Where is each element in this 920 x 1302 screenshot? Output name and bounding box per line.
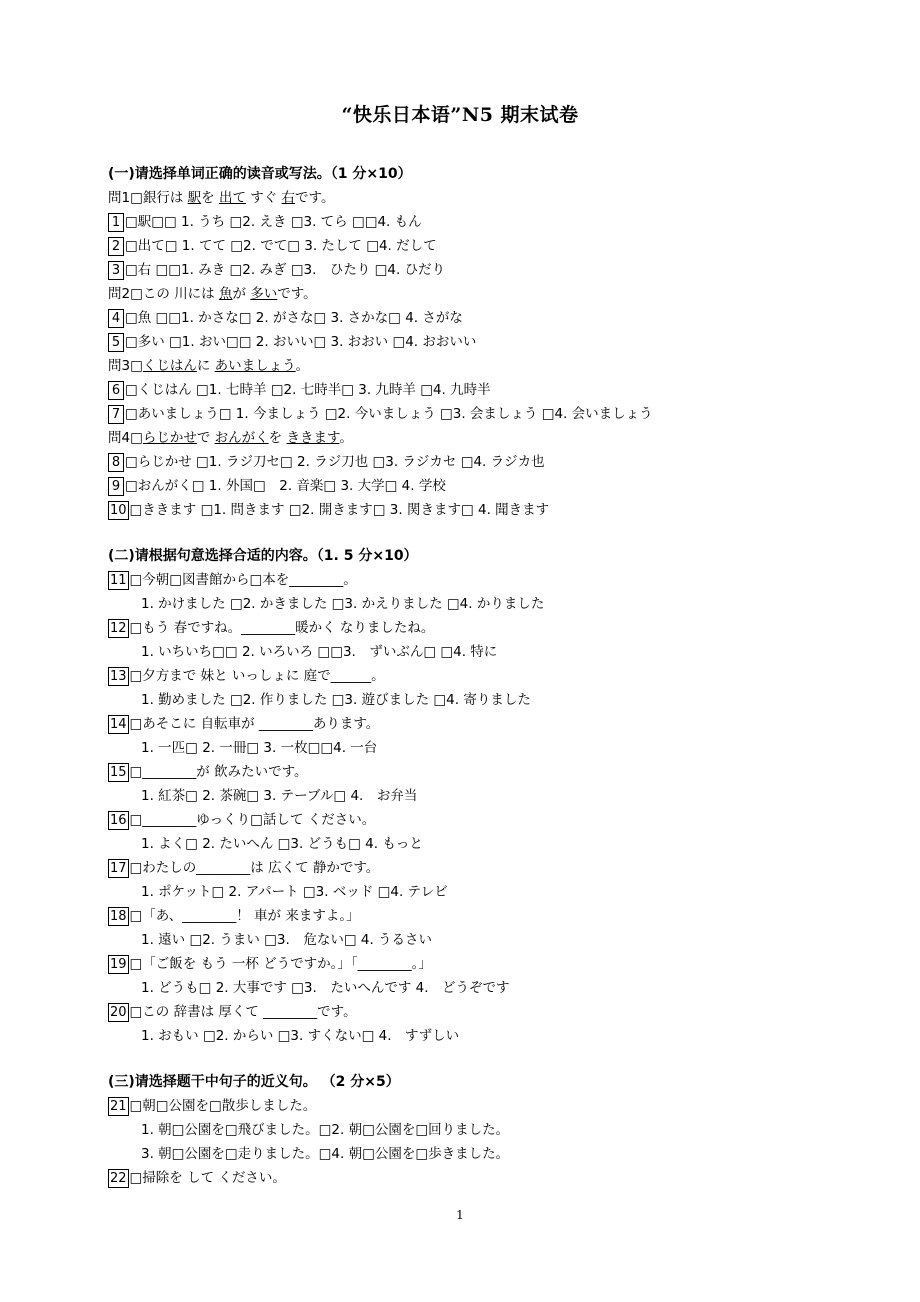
line-text: □掃除を して ください。 xyxy=(129,1170,286,1186)
line-text: 銀行は xyxy=(142,190,188,206)
line-text: 1. 遠い □2. うまい □3. 危ない□ 4. うるさい xyxy=(141,932,433,948)
answer-options xyxy=(108,1142,888,1166)
underlined-word: 出て xyxy=(218,190,246,206)
line-text: □もう 春ですね。________暖かく なりましたね。 xyxy=(129,620,435,636)
line-text: □今朝□図書館から□本を________。 xyxy=(129,572,357,588)
question-number-box: 10 xyxy=(110,502,127,518)
question-line xyxy=(108,258,888,282)
line-text: □「あ、________！ 車が 来ますよ。」 xyxy=(129,908,360,924)
line-text: この 川には xyxy=(142,286,219,302)
question-line xyxy=(108,186,888,210)
section-gap xyxy=(108,522,888,544)
answer-options xyxy=(108,688,888,712)
question-number-box: 6 xyxy=(108,381,124,400)
question-number-box: 2 xyxy=(108,237,124,256)
question-number-box: 8 xyxy=(108,453,124,472)
underlined-word: らじかせ xyxy=(142,430,197,446)
line-text: です。 xyxy=(295,190,335,206)
line-text: □出て□ 1. てて □2. でて□ 3. たして □4. だして xyxy=(125,238,437,254)
answer-options xyxy=(108,1118,888,1142)
question-line xyxy=(108,330,888,354)
line-text: すぐ xyxy=(245,190,282,206)
question-number-box: 18 xyxy=(110,908,127,924)
answer-options xyxy=(108,784,888,808)
underlined-word: くじはん xyxy=(142,358,197,374)
line-text: □右 □□1. みき □2. みぎ □3. ひたり □4. ひだり xyxy=(125,262,446,278)
line-text: 。 xyxy=(295,358,310,374)
line-text: □あいましょう□ 1. 今ましょう □2. 今いましょう □3. 会ましょう □4. 会いましょう xyxy=(125,406,653,422)
section-heading xyxy=(108,162,888,186)
question-line xyxy=(108,808,888,832)
question-line xyxy=(108,498,888,522)
line-text: □おんがく□ 1. 外国□ 2. 音楽□ 3. 大学□ 4. 学校 xyxy=(125,478,446,494)
line-text: 。 xyxy=(339,430,353,446)
line-text: 1. よく□ 2. たいへん □3. どうも□ 4. もっと xyxy=(141,836,423,852)
answer-options xyxy=(108,640,888,664)
line-text: 問3 xyxy=(108,358,131,374)
question-line xyxy=(108,426,888,450)
answer-options xyxy=(108,880,888,904)
answer-options xyxy=(108,736,888,760)
question-number-box: 21 xyxy=(110,1098,127,1114)
answer-options xyxy=(108,976,888,1000)
section-heading xyxy=(108,1070,888,1094)
section-gap xyxy=(108,1048,888,1070)
line-text: □朝□公園を□散歩しました。 xyxy=(129,1098,317,1114)
page-number: 1 xyxy=(456,1208,464,1222)
line-text: □わたしの________は 広くて 静かです。 xyxy=(129,860,380,876)
line-text: 1. 紅茶□ 2. 茶碗□ 3. テーブル□ 4. お弁当 xyxy=(141,788,418,804)
line-text: 1. かけました □2. かきました □3. かえりました □4. かりました xyxy=(141,596,545,612)
line-text: □「ご飯を もう 一杯 どうですか。」「________。」 xyxy=(129,956,432,972)
line-text: 問1 xyxy=(108,190,131,206)
line-text: □駅□□ 1. うち □2. えき □3. てら □□4. もん xyxy=(125,214,422,230)
line-text: 1. いちいち□□ 2. いろいろ □□3. ずいぶん□ □4. 特に xyxy=(141,644,498,660)
question-list xyxy=(108,162,888,1190)
line-text: □夕方まで 妹と いっしょに 庭で______。 xyxy=(129,668,385,684)
question-line xyxy=(108,664,888,688)
line-text: 問4 xyxy=(108,430,131,446)
line-text: 3. 朝□公園を□走りました。□4. 朝□公園を□歩きました。 xyxy=(141,1146,510,1162)
answer-options xyxy=(108,832,888,856)
answer-options xyxy=(108,592,888,616)
line-text: 問2 xyxy=(108,286,131,302)
line-text: です。 xyxy=(277,286,317,302)
underlined-word: 魚 xyxy=(218,286,233,302)
question-line xyxy=(108,210,888,234)
line-text: □この 辞書は 厚くて ________です。 xyxy=(129,1004,357,1020)
line-text: 1. どうも□ 2. 大事です □3. たいへんです 4. どうぞです xyxy=(141,980,510,996)
question-line xyxy=(108,474,888,498)
underlined-word: ききます xyxy=(286,430,340,446)
question-number-box: 15 xyxy=(110,764,127,780)
question-line xyxy=(108,402,888,426)
line-text: 1. 朝□公園を□飛びました。□2. 朝□公園を□回りました。 xyxy=(141,1122,510,1138)
section-heading xyxy=(108,544,888,568)
question-number-box: 4 xyxy=(108,309,124,328)
question-line xyxy=(108,616,888,640)
question-number-box: 19 xyxy=(110,956,127,972)
line-text: で xyxy=(196,430,215,446)
question-number-box: 17 xyxy=(110,860,127,876)
line-text: □くじはん □1. 七時羊 □2. 七時半□ 3. 九時羊 □4. 九時半 xyxy=(125,382,491,398)
question-number-box: 7 xyxy=(108,405,124,424)
underlined-word: 駅 xyxy=(187,190,202,206)
question-number-box: 14 xyxy=(110,716,127,732)
line-text: □ xyxy=(130,190,143,206)
underlined-word: 右 xyxy=(281,190,296,206)
line-text: を xyxy=(268,430,287,446)
line-text: □ききます □1. 問きます □2. 開きます□ 3. 関きます□ 4. 聞きます xyxy=(129,502,550,518)
question-line xyxy=(108,1166,888,1190)
question-line xyxy=(108,306,888,330)
question-number-box: 16 xyxy=(110,812,127,828)
question-line xyxy=(108,568,888,592)
question-number-box: 3 xyxy=(108,261,124,280)
line-text: □________が 飲みたいです。 xyxy=(129,764,308,780)
answer-options xyxy=(108,928,888,952)
line-text: □________ゆっくり□話して ください。 xyxy=(129,812,376,828)
answer-options xyxy=(108,1024,888,1048)
question-line xyxy=(108,952,888,976)
question-line xyxy=(108,712,888,736)
question-line xyxy=(108,378,888,402)
page-title: “快乐日本语”N5 期末试卷 xyxy=(341,104,579,126)
question-line xyxy=(108,1094,888,1118)
line-text: 1. ポケット□ 2. アパート □3. ベッド □4. テレビ xyxy=(141,884,448,900)
question-number-box: 1 xyxy=(108,213,124,232)
question-line xyxy=(108,904,888,928)
underlined-word: 多い xyxy=(250,286,278,302)
question-line xyxy=(108,760,888,784)
line-text: が xyxy=(232,286,251,302)
line-text: □らじかせ □1. ラジ刀セ□ 2. ラジ刀也 □3. ラジカセ □4. ラジカ也 xyxy=(125,454,545,470)
line-text: 1. 一匹□ 2. 一冊□ 3. 一枚□□4. 一台 xyxy=(141,740,378,756)
question-number-box: 9 xyxy=(108,477,124,496)
question-number-box: 20 xyxy=(110,1004,127,1020)
line-text: に xyxy=(196,358,215,374)
line-text: □ xyxy=(130,430,143,446)
question-number-box: 13 xyxy=(110,668,127,684)
line-text: を xyxy=(201,190,219,206)
underlined-word: あいましょう xyxy=(214,358,296,374)
question-line xyxy=(108,856,888,880)
line-text: □魚 □□1. かさな□ 2. がさな□ 3. さかな□ 4. さがな xyxy=(125,310,463,326)
question-number-box: 22 xyxy=(110,1170,127,1186)
line-text: □ xyxy=(130,286,143,302)
question-line xyxy=(108,234,888,258)
line-text: 1. おもい □2. からい □3. すくない□ 4. すずしい xyxy=(141,1028,460,1044)
line-text: □あそこに 自転車が ________あります。 xyxy=(129,716,380,732)
question-line xyxy=(108,282,888,306)
line-text: (三)请选择题干中句子的近义句。 （2 分×5） xyxy=(108,1074,400,1090)
question-number-box: 5 xyxy=(108,333,124,352)
underlined-word: おんがく xyxy=(214,430,269,446)
question-number-box: 11 xyxy=(110,572,127,588)
line-text: (二)请根据句意选择合适的内容。（1. 5 分×10） xyxy=(108,548,418,564)
line-text: □多い □1. おい□□ 2. おいい□ 3. おおい □4. おおいい xyxy=(125,334,477,350)
line-text: (一)请选择单词正确的读音或写法。（1 分×10） xyxy=(108,166,412,182)
question-line xyxy=(108,450,888,474)
question-number-box: 12 xyxy=(110,620,127,636)
question-line xyxy=(108,354,888,378)
question-line xyxy=(108,1000,888,1024)
line-text: 1. 勤めました □2. 作りました □3. 遊びました □4. 寄りました xyxy=(141,692,531,708)
line-text: □ xyxy=(130,358,143,374)
